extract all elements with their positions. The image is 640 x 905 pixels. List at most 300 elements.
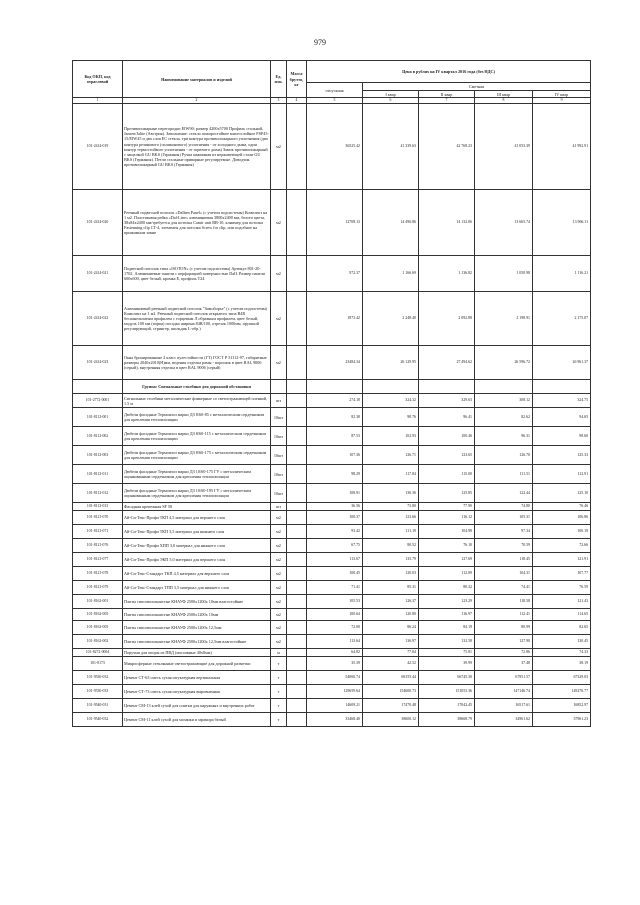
- group-empty-cell: [475, 380, 533, 394]
- item-unit: т: [271, 657, 287, 671]
- item-unit: м2: [271, 346, 287, 380]
- base-price: 82.38: [307, 408, 363, 427]
- table-row: [73, 635, 591, 649]
- price-q2: 127.69: [419, 553, 475, 567]
- price-q4: 121.43: [533, 595, 591, 609]
- item-name: Подвесной потолок типа «ISOTON» (с учетом подсистемы) Артикул 801-20-1702. Алюминиевые панели с перфорацией поверхностью DaII. Размер панели 600х600, цвет белый, кромка Е, профиль Т24: [123, 256, 271, 292]
- base-price: 64.82: [307, 649, 363, 657]
- price-q1: 17470.48: [363, 699, 419, 713]
- column-number: 9: [533, 98, 591, 104]
- price-q1: 126.37: [363, 595, 419, 609]
- column-number: 1: [73, 98, 123, 104]
- group-row: [73, 380, 591, 394]
- column-number: 5: [307, 98, 363, 104]
- item-code: 101-2414-021: [73, 256, 123, 292]
- item-mass: [287, 671, 307, 685]
- price-q3: 97.34: [475, 525, 533, 539]
- price-q4: 72.66: [533, 539, 591, 553]
- item-mass: [287, 446, 307, 465]
- item-unit: м2: [271, 621, 287, 635]
- column-number: 7: [419, 98, 475, 104]
- price-q1: 77.04: [363, 649, 419, 657]
- price-q4: 100.19: [533, 525, 591, 539]
- item-code: 101-2414-019: [73, 104, 123, 190]
- table-row: [73, 553, 591, 567]
- item-unit: т: [271, 685, 287, 699]
- price-q4: 112.91: [533, 465, 591, 484]
- table-row: [73, 446, 591, 465]
- price-q4: 94.65: [533, 408, 591, 427]
- price-q1: 117.84: [363, 465, 419, 484]
- item-unit: м2: [271, 553, 287, 567]
- price-q1: 73.80: [363, 503, 419, 511]
- price-q2: 17042.45: [419, 699, 475, 713]
- table-row: [73, 671, 591, 685]
- price-q4: 125.33: [533, 446, 591, 465]
- price-q4: 76.59: [533, 581, 591, 595]
- item-unit: м2: [271, 256, 287, 292]
- item-unit: м2: [271, 539, 287, 553]
- table-row: [73, 484, 591, 503]
- price-q3: 41 053.39: [475, 104, 533, 190]
- item-unit: м2: [271, 525, 287, 539]
- item-name: Ай-Си-Текс-Профи ЭКП 5,0 материал для верхнего слоя: [123, 553, 271, 567]
- table-row: [73, 346, 591, 380]
- price-q4: 41 992.91: [533, 104, 591, 190]
- price-q1: 80.52: [363, 539, 419, 553]
- item-name: Плиты гипсоволокнистые КНАУФ 2500х1200х 10мм: [123, 609, 271, 621]
- table-body: [73, 104, 591, 727]
- price-q2: 39.99: [419, 657, 475, 671]
- item-code: 101-8121-077: [73, 553, 123, 567]
- column-number: 2: [123, 98, 271, 104]
- price-q4: 26 961.37: [533, 346, 591, 380]
- base-price: 113.67: [307, 553, 363, 567]
- column-number: 3: [271, 98, 287, 104]
- item-unit: шт: [271, 503, 287, 511]
- price-q2: 14 132.06: [419, 190, 475, 256]
- item-mass: [287, 581, 307, 595]
- item-mass: [287, 567, 307, 581]
- base-price: 274.18: [307, 394, 363, 408]
- item-unit: т: [271, 699, 287, 713]
- item-name: Дюбели фасадные Термоизол марки ДЗ 8/60-115 с металлическим сердечником для крепления теплоизоляции: [123, 427, 271, 446]
- item-mass: [287, 465, 307, 484]
- base-price: 36.56: [307, 503, 363, 511]
- quarter-2-header: II квар: [419, 91, 475, 98]
- base-price: 105.53: [307, 595, 363, 609]
- price-q4: 121.91: [533, 553, 591, 567]
- price-q3: 13 665.74: [475, 190, 533, 256]
- price-q2: 151053.36: [419, 685, 475, 699]
- price-q1: 120.03: [363, 567, 419, 581]
- price-q2: 76.10: [419, 539, 475, 553]
- base-price: 93.42: [307, 525, 363, 539]
- estimate-header: Сметная: [363, 83, 591, 91]
- item-code: 101-8121-079: [73, 581, 123, 595]
- price-q4: 98.60: [533, 427, 591, 446]
- item-unit: м: [271, 649, 287, 657]
- group-code-cell: [73, 380, 123, 394]
- price-q4: 2 175.07: [533, 292, 591, 346]
- price-q1: 136.97: [363, 635, 419, 649]
- price-q4: 106.86: [533, 511, 591, 525]
- price-q3: 80.99: [475, 621, 533, 635]
- price-q1: 111.19: [363, 525, 419, 539]
- price-q2: 2 092.88: [419, 292, 475, 346]
- price-q3: 37.48: [475, 657, 533, 671]
- base-price: 1873.42: [307, 292, 363, 346]
- price-q2: 100.46: [419, 427, 475, 446]
- item-code: 101-9540-031: [73, 699, 123, 713]
- price-q1: 102.93: [363, 427, 419, 446]
- price-q3: 70.59: [475, 539, 533, 553]
- table-row: [73, 104, 591, 190]
- base-price: 14609.21: [307, 699, 363, 713]
- item-name: Ай-Си-Текс-Профи ТКП 3,5 материал для нижнего слоя: [123, 525, 271, 539]
- price-q4: 76.46: [533, 503, 591, 511]
- price-q2: 84.19: [419, 621, 475, 635]
- base-price: 87.53: [307, 427, 363, 446]
- item-unit: т: [271, 713, 287, 727]
- item-mass: [287, 609, 307, 621]
- price-q4: 130.45: [533, 635, 591, 649]
- base-price: 972.37: [307, 256, 363, 292]
- price-q1: 86.24: [363, 621, 419, 635]
- base-price: 100.37: [307, 511, 363, 525]
- item-name: Дюбели фасадные Термоизол марки ДЗ 10/60-175 ГУ с металлическим оцинкованным сердечником для крепления теплоизоляции: [123, 465, 271, 484]
- item-unit: шт: [271, 394, 287, 408]
- price-q3: 1 050.98: [475, 256, 533, 292]
- quarter-4-header: IV квар: [533, 91, 591, 98]
- table-row: [73, 465, 591, 484]
- base-price: 54060.74: [307, 671, 363, 685]
- item-name: Ай-Си-Текс-Стандарт ТПП 3,5 материал для нижнего слоя: [123, 581, 271, 595]
- item-name: Цемент СМ-13 клей сухой для плитки для наружных и внутренних работ: [123, 699, 271, 713]
- price-q4: 13 966.11: [533, 190, 591, 256]
- price-q3: 118.58: [475, 595, 533, 609]
- base-price: 33468.40: [307, 713, 363, 727]
- item-unit: м2: [271, 595, 287, 609]
- base-price: 71.41: [307, 581, 363, 595]
- item-mass: [287, 190, 307, 256]
- item-mass: [287, 649, 307, 657]
- item-name: Дюбели фасадные Термоизол марки ДЗ 8/60-175 с металлическим сердечником для крепления теплоизоляции: [123, 446, 271, 465]
- item-unit: м2: [271, 190, 287, 256]
- item-code: 101-8112-013: [73, 503, 123, 511]
- price-q2: 115.00: [419, 465, 475, 484]
- price-q1: 68155.44: [363, 671, 419, 685]
- price-q3: 67951.57: [475, 671, 533, 685]
- price-q2: 132.58: [419, 635, 475, 649]
- price-q1: 26 129.95: [363, 346, 419, 380]
- name-header: Наименование материалов и изделий: [123, 61, 271, 98]
- price-q4: 149276.77: [533, 685, 591, 699]
- table-row: [73, 190, 591, 256]
- base-price: 35.39: [307, 657, 363, 671]
- item-code: 101-8112-001: [73, 408, 123, 427]
- quarter-1-header: I квар: [363, 91, 419, 98]
- item-unit: 10шт: [271, 465, 287, 484]
- table-row: [73, 525, 591, 539]
- item-code: 101-8162-002: [73, 635, 123, 649]
- price-header: Цена в рублях на IV квартал 2016 года (без НДС): [307, 61, 591, 83]
- base-price: 12708.13: [307, 190, 363, 256]
- price-q2: 329.63: [419, 394, 475, 408]
- item-code: 101-8121-071: [73, 525, 123, 539]
- table-row: [73, 408, 591, 427]
- item-code: 101-8162-001: [73, 595, 123, 609]
- price-q1: 2 248.40: [363, 292, 419, 346]
- price-q3: 127.90: [475, 635, 533, 649]
- group-empty-cell: [271, 380, 287, 394]
- price-q3: 308.12: [475, 394, 533, 408]
- item-code: 101-8112-003: [73, 446, 123, 465]
- item-mass: [287, 292, 307, 346]
- item-unit: м2: [271, 581, 287, 595]
- price-q4: 74.33: [533, 649, 591, 657]
- price-q4: 82.65: [533, 621, 591, 635]
- price-q3: 104.31: [475, 567, 533, 581]
- item-unit: м2: [271, 635, 287, 649]
- item-code: 101-2772-0001: [73, 394, 123, 408]
- item-code: 101-8121-078: [73, 567, 123, 581]
- price-q3: 122.44: [475, 484, 533, 503]
- price-q1: 130.36: [363, 484, 419, 503]
- item-code: 101-9530-033: [73, 685, 123, 699]
- column-number: 8: [475, 98, 533, 104]
- price-q1: 14 496.86: [363, 190, 419, 256]
- price-q3: 72.86: [475, 649, 533, 657]
- price-q4: 114.65: [533, 609, 591, 621]
- base-price: 100.64: [307, 609, 363, 621]
- price-q2: 125.85: [419, 484, 475, 503]
- column-number: 6: [363, 98, 419, 104]
- price-q2: 112.09: [419, 567, 475, 581]
- price-q1: 154600.73: [363, 685, 419, 699]
- item-name: Микросферные стеклянные светоотражающие для дорожной разметки: [123, 657, 271, 671]
- price-q1: 324.32: [363, 394, 419, 408]
- item-unit: м2: [271, 292, 287, 346]
- item-mass: [287, 394, 307, 408]
- item-unit: м2: [271, 609, 287, 621]
- item-name: Цемент СМ-11 клей сухой для мозаики и мрамора белый: [123, 713, 271, 727]
- item-mass: [287, 553, 307, 567]
- item-unit: м2: [271, 104, 287, 190]
- price-q2: 123.29: [419, 595, 475, 609]
- price-q4: 1 116.21: [533, 256, 591, 292]
- column-number: 4: [287, 98, 307, 104]
- item-name: Фасадная крепежная SF 50: [123, 503, 271, 511]
- item-mass: [287, 484, 307, 503]
- table-row: [73, 503, 591, 511]
- price-q3: 96.31: [475, 427, 533, 446]
- price-q3: 2 198.91: [475, 292, 533, 346]
- price-q2: 96.41: [419, 408, 475, 427]
- price-q2: 104.98: [419, 525, 475, 539]
- base-price: 100.45: [307, 567, 363, 581]
- item-name: Дюбели фасадные Термоизол марки ДЗ 10/60-195 ГУ с металлическим оцинкованным сердечником для крепления теплоизоляции: [123, 484, 271, 503]
- item-code: 101-8162-005: [73, 621, 123, 635]
- price-q3: 74.80: [475, 503, 533, 511]
- item-mass: [287, 427, 307, 446]
- item-name: Плиты гипсоволокнистые КНАУФ 2500х1200х 12,5мм: [123, 621, 271, 635]
- item-code: 101-8112-012: [73, 484, 123, 503]
- table-row: [73, 621, 591, 635]
- quarter-3-header: III квар: [475, 91, 533, 98]
- price-q4: 107.77: [533, 567, 591, 581]
- price-q4: 16852.97: [533, 699, 591, 713]
- price-q4: 38.19: [533, 657, 591, 671]
- item-mass: [287, 346, 307, 380]
- table-row: [73, 581, 591, 595]
- price-q2: 42 768.23: [419, 104, 475, 190]
- group-empty-cell: [363, 380, 419, 394]
- price-q3: 147146.74: [475, 685, 533, 699]
- item-code: 101-8112-002: [73, 427, 123, 446]
- item-name: Сигнальные столбики металлические фликерные со светоотражающей пленкой, 1.5 м: [123, 394, 271, 408]
- item-unit: 10шт: [271, 408, 287, 427]
- table-row: [73, 511, 591, 525]
- base-price: 72.00: [307, 621, 363, 635]
- item-mass: [287, 503, 307, 511]
- price-q2: 123.65: [419, 446, 475, 465]
- group-title: Группа: Сигнальные столбики для дорожной обстановки: [123, 380, 271, 394]
- item-mass: [287, 657, 307, 671]
- item-unit: 10шт: [271, 484, 287, 503]
- item-name: Дюбели фасадные Термоизол марки ДЗ 8/60-85 с металлическим сердечником для крепления теплоизоляции: [123, 408, 271, 427]
- item-name: Ай-Си-Текс-Стандарт ТКП 4,5 материал для верхнего слоя: [123, 567, 271, 581]
- item-mass: [287, 595, 307, 609]
- page-number: 979: [314, 38, 326, 47]
- price-q3: 118.45: [475, 553, 533, 567]
- item-unit: 10шт: [271, 446, 287, 465]
- table-row: [73, 609, 591, 621]
- item-code: 101-2414-022: [73, 292, 123, 346]
- unit-header: Ед. изм.: [271, 61, 287, 98]
- item-name: Окна бронированные 2 класс пулестойкости (ГТ) ГОСТ Р 51112-97, габаритные размеры 2040х2010(Н)мм, ведения отделка рамы - порошок в цвет RAL 9006 (серый), внутренняя отделка в цвет RAL 9006 (серый): [123, 346, 271, 380]
- item-mass: [287, 699, 307, 713]
- base-price: 113.64: [307, 635, 363, 649]
- price-q2: 38668.79: [419, 713, 475, 727]
- item-name: Противопожарные перегородки EIW90: размер 4200х5700 Профиль стальной, Jansen/Jalite (Австрия). Заполнение: стекло пожаростойкое многослойное FSP45-15/EIW45 и два слоя ЕС стекла, три контура противопожарного уплотнения (два контура резинового (силиконового) уплотнения - от холодного дыма, один контур термостойкого уплотнения - от горючего дыма) Замок противопожарный с защелкой GU BKS (Германия) Ручка нажимная из нержавеющей стали GU BKS (Германия). Петли стальные приварные регулируемые. Доводчик противопожарный GU BKS (Германия): [123, 104, 271, 190]
- item-unit: м2: [271, 567, 287, 581]
- base-price: 129659.64: [307, 685, 363, 699]
- price-q2: 116.97: [419, 609, 475, 621]
- table-row: [73, 657, 591, 671]
- price-q1: 38600.12: [363, 713, 419, 727]
- base-price: 107.36: [307, 446, 363, 465]
- price-q2: 80.32: [419, 581, 475, 595]
- item-name: Реечный подвесной потолок «Dalben Panel» (с учетом подсистемы) Комплект на 1 м2. Пластиковая рейка «Dal-Line» алюминиевая 3800х2400 мм, белого цвета, 38х84х2400 мм/требуется для потолка Camir unit RB-10, кляммер для потолка Fastenning clip CT-4, элементы для потолка Screw for clip, или подобное на прижимном замке: [123, 190, 271, 256]
- item-code: 101-9540-032: [73, 713, 123, 727]
- item-mass: [287, 685, 307, 699]
- group-empty-cell: [287, 380, 307, 394]
- price-q1: 98.76: [363, 408, 419, 427]
- price-q2: 66745.30: [419, 671, 475, 685]
- item-code: 101-8121-070: [73, 511, 123, 525]
- group-empty-cell: [533, 380, 591, 394]
- group-empty-cell: [307, 380, 363, 394]
- item-code: 101-8112-011: [73, 465, 123, 484]
- item-mass: [287, 408, 307, 427]
- price-q4: 324.75: [533, 394, 591, 408]
- item-unit: м2: [271, 511, 287, 525]
- price-q3: 82.62: [475, 408, 533, 427]
- price-q1: 1 166.69: [363, 256, 419, 292]
- price-q1: 42.52: [363, 657, 419, 671]
- mass-header: Масса брутто, кг: [287, 61, 307, 98]
- group-empty-cell: [419, 380, 475, 394]
- price-table: [72, 60, 591, 727]
- price-q3: 34961.62: [475, 713, 533, 727]
- price-q4: 37961.23: [533, 713, 591, 727]
- item-code: 101-2414-020: [73, 190, 123, 256]
- table-row: [73, 394, 591, 408]
- item-unit: т: [271, 671, 287, 685]
- item-mass: [287, 539, 307, 553]
- base-price: 67.75: [307, 539, 363, 553]
- item-name: Цемент СТ-63 смесь сухая штукатурная вертикальная: [123, 671, 271, 685]
- item-code: 101-8272-0004: [73, 649, 123, 657]
- base-price: 36525.42: [307, 104, 363, 190]
- price-q1: 135.79: [363, 553, 419, 567]
- price-q2: 27 494.62: [419, 346, 475, 380]
- price-q1: 41 339.63: [363, 104, 419, 190]
- table-row: [73, 685, 591, 699]
- item-name: Плиты гипсоволокнистые КНАУФ 2500х1200х 10мм влагостойкие: [123, 595, 271, 609]
- item-mass: [287, 713, 307, 727]
- item-code: 101-8173: [73, 657, 123, 671]
- item-mass: [287, 635, 307, 649]
- price-q2: 75.81: [419, 649, 475, 657]
- price-q3: 112.41: [475, 609, 533, 621]
- price-q1: 126.71: [363, 446, 419, 465]
- price-q2: 1 136.82: [419, 256, 475, 292]
- price-q4: 67329.03: [533, 671, 591, 685]
- base-price: 98.29: [307, 465, 363, 484]
- item-unit: 10шт: [271, 427, 287, 446]
- item-mass: [287, 104, 307, 190]
- table-row: [73, 256, 591, 292]
- table-row: [73, 649, 591, 657]
- base-price: 108.91: [307, 484, 363, 503]
- table-row: [73, 567, 591, 581]
- price-q3: 74.41: [475, 581, 533, 595]
- price-q4: 125.10: [533, 484, 591, 503]
- price-q1: 85.31: [363, 581, 419, 595]
- item-mass: [287, 511, 307, 525]
- table-row: [73, 699, 591, 713]
- table-row: [73, 292, 591, 346]
- price-q3: 16517.61: [475, 699, 533, 713]
- item-code: 101-9530-032: [73, 671, 123, 685]
- item-mass: [287, 525, 307, 539]
- price-q3: 126.70: [475, 446, 533, 465]
- price-q1: 120.80: [363, 609, 419, 621]
- item-code: 101-2414-023: [73, 346, 123, 380]
- price-q3: 105.31: [475, 511, 533, 525]
- base-price-header: отпускная: [307, 83, 363, 98]
- table-row: [73, 427, 591, 446]
- item-name: Ай-Си-Текс-Профи ТКП 4,5 материал для верхнего слоя: [123, 511, 271, 525]
- price-q2: 77.90: [419, 503, 475, 511]
- item-mass: [287, 256, 307, 292]
- base-price: 23484.34: [307, 346, 363, 380]
- item-name: Цемент СТ-73 смесь сухая штукатурная выровненная: [123, 685, 271, 699]
- price-q2: 116.12: [419, 511, 475, 525]
- item-name: Алюминиевый реечный подвесной потолок "Зимоборье" (с учетом подсистемы) Комплект на 1 м2. Реечный подвесной потолок открытого типа В4R беспанельчатым профилем с торцевым Л образным профилем, цвет белый, модуль 100 мм (порка) посадка ширина 84R/100, отрезок 1000мм, прушной регулирующий, стрингер, шильдик L-обр.): [123, 292, 271, 346]
